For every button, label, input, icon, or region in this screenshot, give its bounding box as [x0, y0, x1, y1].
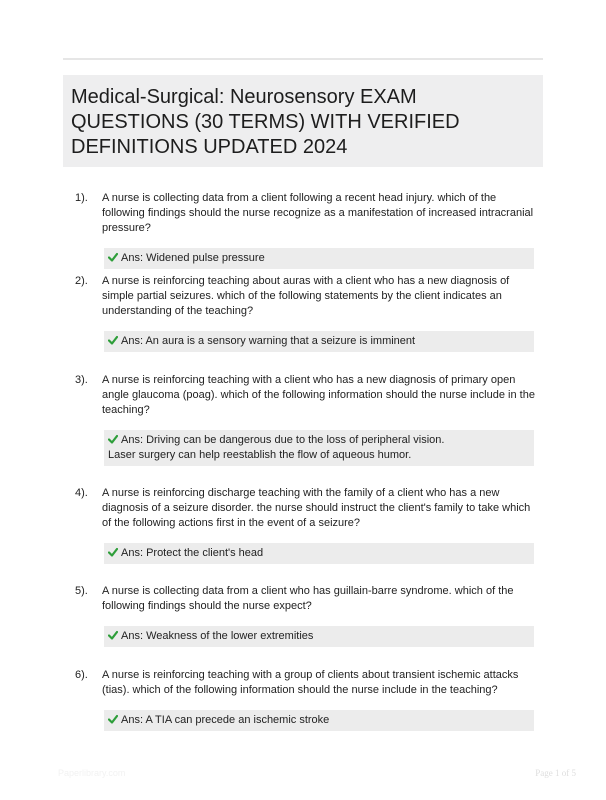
answer-box: [104, 710, 534, 731]
question-number: 1).: [75, 192, 88, 204]
question-item: [75, 486, 535, 564]
page-number: Page 1 of 5: [535, 768, 576, 778]
page-title: Medical-Surgical: Neurosensory EXAM QUESTIONS (30 TERMS) WITH VERIFIED DEFINITIONS UPDATED 2024: [71, 86, 460, 158]
question-number: 5).: [75, 585, 88, 597]
question-item: [75, 191, 535, 269]
answer-text: Ans: Widened pulse pressure: [121, 252, 265, 264]
answer-text: Ans: Driving can be dangerous due to the loss of peripheral vision.: [121, 434, 445, 446]
answer-box: [104, 626, 534, 647]
answer-box: [104, 331, 534, 352]
check-icon: [108, 714, 118, 724]
question-item: [75, 584, 535, 647]
check-icon: [108, 335, 118, 345]
answer-box: [104, 430, 534, 466]
answer-text: Ans: A TIA can precede an ischemic stroke: [121, 714, 330, 726]
answer-text: Ans: Weakness of the lower extremities: [121, 630, 314, 642]
question-text: A nurse is reinforcing discharge teaching with the family of a client who has a new diagnosis of a seizure disorder. the nurse should instruct the client's family to take which of the following actions first in the event of a seizure?: [102, 487, 531, 529]
question-number: 2).: [75, 275, 88, 287]
answer-text-continued: Laser surgery can help reestablish the flow of aqueous humor.: [108, 449, 412, 461]
question-number: 4).: [75, 487, 88, 499]
question-item: [75, 274, 535, 352]
question-item: [75, 668, 535, 731]
question-text: A nurse is collecting data from a client who has guillain-barre syndrome. which of the following findings should the nurse expect?: [102, 585, 514, 612]
question-number: 6).: [75, 669, 88, 681]
question-text: A nurse is reinforcing teaching with a group of clients about transient ischemic attacks (tias). which of the following information should the nurse include in the teaching?: [102, 669, 519, 696]
check-icon: [108, 252, 118, 262]
question-text: A nurse is collecting data from a client following a recent head injury. which of the following findings should the nurse recognize as a manifestation of increased intracranial pressure?: [102, 192, 534, 234]
answer-box: [104, 248, 534, 269]
title-banner: [63, 75, 543, 167]
check-icon: [108, 434, 118, 444]
answer-box: [104, 543, 534, 564]
question-item: [75, 373, 535, 466]
question-text: A nurse is reinforcing teaching about auras with a client who has a new diagnosis of simple partial seizures. which of the following statements by the client indicates an understanding of the teaching?: [102, 275, 510, 317]
answer-text: Ans: An aura is a sensory warning that a seizure is imminent: [121, 335, 416, 347]
footer-watermark: Paperlibrary.com: [58, 768, 126, 778]
answer-text: Ans: Protect the client's head: [121, 547, 264, 559]
question-number: 3).: [75, 374, 88, 386]
question-text: A nurse is reinforcing teaching with a client who has a new diagnosis of primary open angle glaucoma (poag). which of the following information should the nurse include in the teaching?: [102, 374, 535, 416]
top-divider: [63, 58, 543, 60]
check-icon: [108, 630, 118, 640]
check-icon: [108, 547, 118, 557]
